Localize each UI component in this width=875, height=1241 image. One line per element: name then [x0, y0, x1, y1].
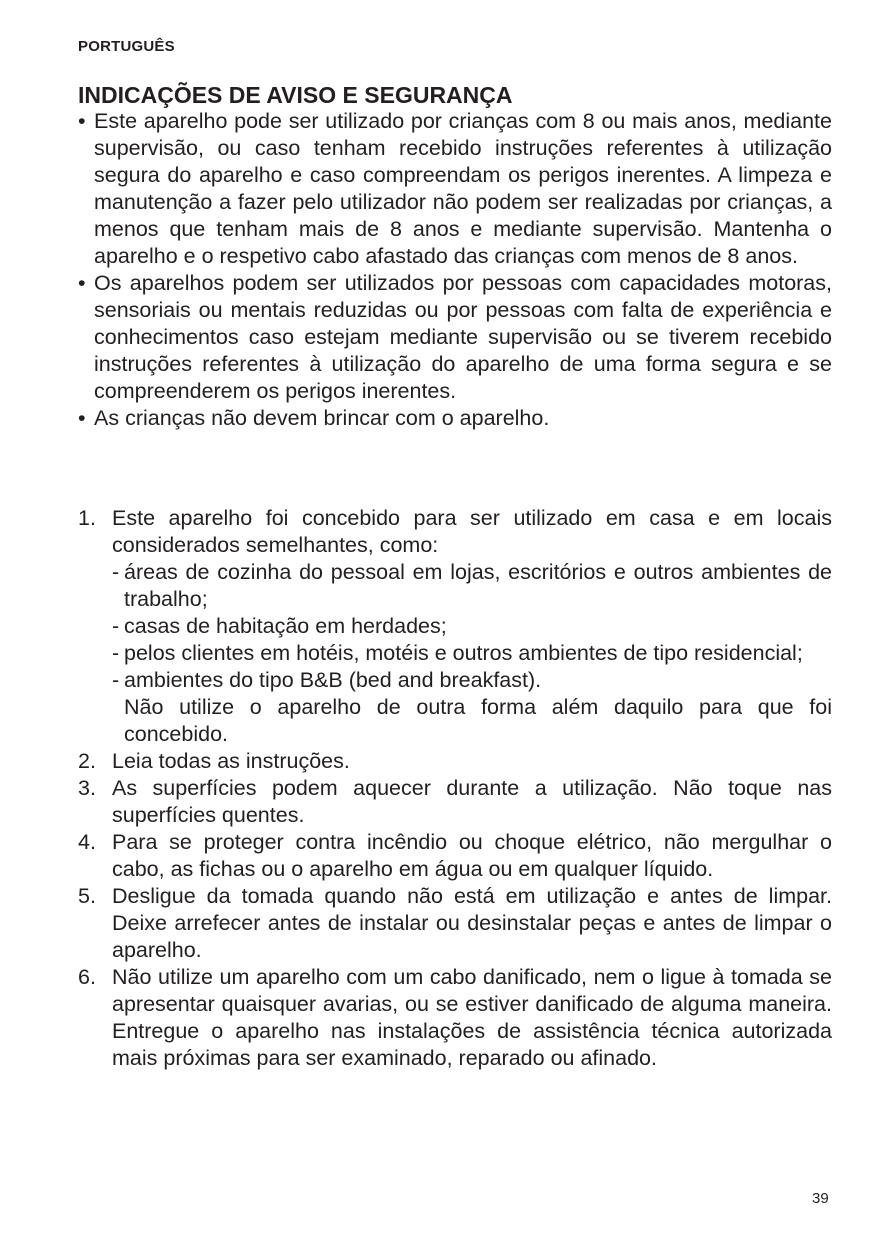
page-number: 39 — [812, 1190, 829, 1207]
sub-item — [112, 667, 832, 694]
instruction-text: As superfícies podem aquecer durante a utilização. Não toque nas superfícies quentes. — [112, 776, 832, 827]
sub-item — [112, 640, 832, 667]
instruction-item — [78, 883, 832, 964]
bullet-item — [78, 108, 832, 270]
instruction-number: 2. — [78, 749, 96, 773]
bullet-item — [78, 270, 832, 405]
sub-item-text: áreas de cozinha do pessoal em lojas, escritórios e outros ambientes de trabalho; — [124, 560, 832, 611]
sub-item-text: casas de habitação em herdades; — [124, 614, 447, 638]
warning-bullet-list — [78, 108, 832, 432]
instruction-text: Para se proteger contra incêndio ou choque elétrico, não mergulhar o cabo, as fichas ou o aparelho em água ou em qualquer líquido. — [112, 830, 832, 881]
section-heading: INDICAÇÕES DE AVISO E SEGURANÇA — [78, 82, 513, 108]
instruction-item — [78, 964, 832, 1072]
usage-locations-list — [112, 559, 832, 694]
dash-marker: - — [112, 641, 120, 665]
instruction-note: Não utilize o aparelho de outra forma além daquilo para que foi concebido. — [124, 695, 832, 746]
dash-marker: - — [112, 668, 120, 692]
bullet-text: Os aparelhos podem ser utilizados por pessoas com capacidades motoras, sensoriais ou mentais reduzidas ou por pessoas com falta de experiência e conhecimentos caso estejam mediante supervisão ou se tiverem recebido instruções referentes à utilização do aparelho de uma forma segura e se compreenderem os perigos inerentes. — [94, 271, 832, 403]
sub-item-text: ambientes do tipo B&B (bed and breakfast). — [124, 668, 542, 692]
dash-marker: - — [112, 614, 120, 638]
bullet-marker: • — [78, 406, 86, 430]
instruction-item — [78, 829, 832, 883]
bullet-marker: • — [78, 271, 86, 295]
instruction-text: Não utilize um aparelho com um cabo danificado, nem o ligue à tomada se apresentar quaisquer avarias, ou se estiver danificado de alguma maneira. Entregue o aparelho nas instalações de assistência técnica autorizada mais próximas para ser examinado, reparado ou afinado. — [112, 965, 832, 1070]
bullet-item — [78, 405, 832, 432]
bullet-marker: • — [78, 109, 86, 133]
instructions-list — [78, 505, 832, 1072]
instruction-number: 5. — [78, 884, 96, 908]
language-label: PORTUGUÊS — [78, 38, 175, 55]
sub-item-text: pelos clientes em hotéis, motéis e outros ambientes de tipo residencial; — [124, 641, 803, 665]
instruction-number: 3. — [78, 776, 96, 800]
dash-marker: - — [112, 560, 120, 584]
instruction-item — [78, 775, 832, 829]
sub-item — [112, 559, 832, 613]
instruction-number: 6. — [78, 965, 96, 989]
bullet-text: Este aparelho pode ser utilizado por crianças com 8 ou mais anos, mediante supervisão, ou caso tenham recebido instruções referentes à utilização segura do aparelho e caso compreendam os perigos inerentes. A limpeza e manutenção a fazer pelo utilizador não podem ser realizadas por crianças, a menos que tenham mais de 8 anos e mediante supervisão. Mantenha o aparelho e o respetivo cabo afastado das crianças com menos de 8 anos. — [94, 109, 832, 268]
bullet-text: As crianças não devem brincar com o aparelho. — [94, 406, 550, 430]
instruction-text: Leia todas as instruções. — [112, 749, 350, 773]
instruction-text: Desligue da tomada quando não está em utilização e antes de limpar. Deixe arrefecer antes de instalar ou desinstalar peças e antes de limpar o aparelho. — [112, 884, 832, 962]
instruction-number: 4. — [78, 830, 96, 854]
instruction-item — [78, 748, 832, 775]
instruction-number: 1. — [78, 506, 96, 530]
sub-item — [112, 613, 832, 640]
instruction-text: Este aparelho foi concebido para ser utilizado em casa e em locais considerados semelhantes, como: — [112, 506, 832, 557]
instruction-item — [78, 505, 832, 748]
